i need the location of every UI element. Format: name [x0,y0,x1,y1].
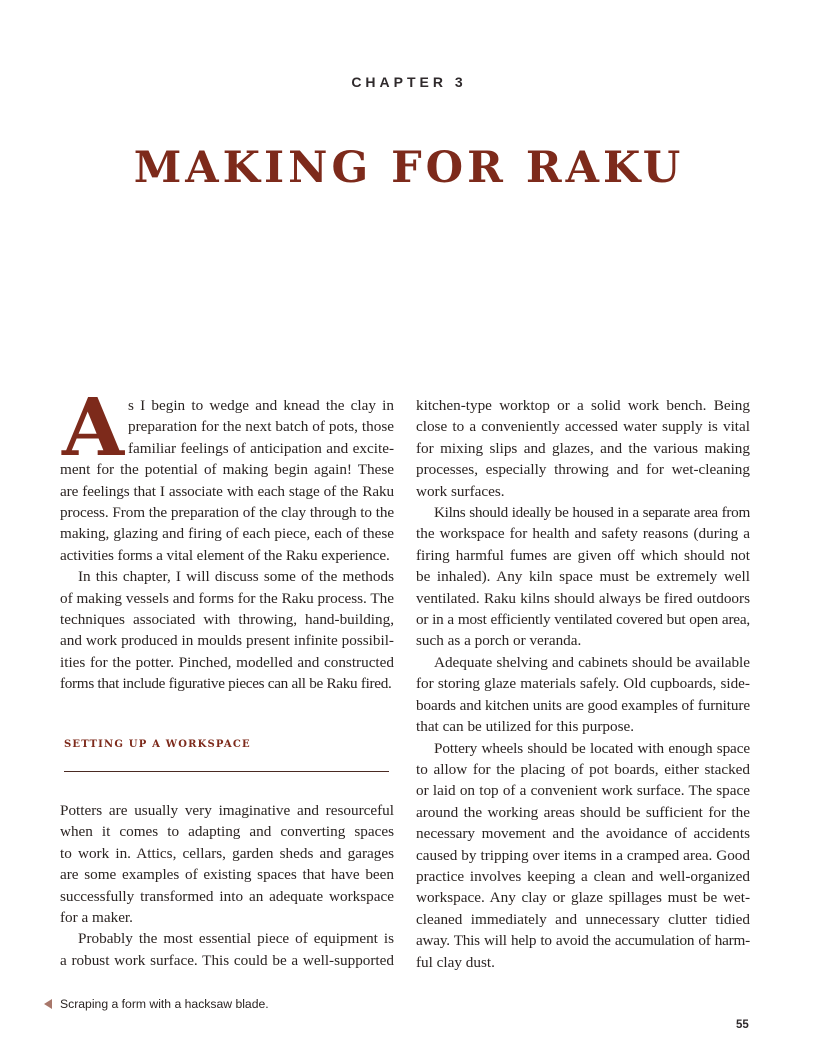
text-line: practice involves keeping a clean and well-organized [416,867,750,885]
page-number: 55 [736,1019,749,1031]
text-line: close to a conveniently accessed water supply is vital [416,418,750,436]
text-line: Adequate shelving and cabinets should be available [434,653,750,671]
text-line: that can be utilized for this purpose. [416,718,635,736]
text-line: familiar feelings of anticipation and excite- [128,439,394,457]
text-line: a robust work surface. This could be a well-supported [60,951,394,969]
text-line: kitchen-type worktop or a solid work bench. Being [416,397,750,414]
text-line: Kilns should ideally be housed in a separate area from [434,504,750,522]
text-line: are feelings that I associate with each stage of the Raku [60,482,394,500]
text-line: for storing glaze materials safely. Old cupboards, side- [416,675,750,693]
text-line: caused by tripping over items in a cramped area. Good [416,846,750,864]
text-line: of making vessels and forms for the Raku process. The [60,589,394,607]
text-line: ities for the potter. Pinched, modelled and constructed [60,653,394,671]
text-line: s I begin to wedge and knead the clay in [128,397,394,414]
right-paragraph-3 [416,652,750,738]
text-line: Pottery wheels should be located with enough space [434,739,750,757]
text-line: Potters are usually very imaginative and resourceful [60,802,394,819]
section-divider [64,771,389,772]
text-line: when it comes to adapting and converting spaces [60,823,394,841]
right-column [416,395,750,973]
right-paragraph-2 [416,502,750,652]
text-line: process. From the preparation of the clay through to the [60,504,394,522]
text-line: around the working areas should be sufficient for the [416,803,750,821]
text-line: activities forms a vital element of the Raku experience. [60,546,390,564]
chapter-label: CHAPTER 3 [351,74,467,90]
drop-cap-a [60,395,126,457]
text-line: processes, especially throwing and for wet-cleaning [416,461,750,479]
text-line: firing harmful fumes are given off which should not [416,546,750,564]
text-line: ful clay dust. [416,953,495,971]
text-line: In this chapter, I will discuss some of the methods [78,568,394,586]
text-line: or laid on top of a convenient work surface. The space [416,782,750,800]
text-line: work surfaces. [416,482,505,500]
text-line: techniques associated with throwing, hand-building, [60,611,394,629]
drop-cap-letter: A [61,395,125,457]
intro-paragraph-1 [60,395,394,566]
chapter-title [0,138,818,198]
intro-column [60,395,394,695]
text-line: forms that include figurative pieces can all be Raku fired. [60,675,392,693]
text-line: to allow for the placing of pot boards, either stacked [416,760,750,778]
text-line: for a maker. [60,909,133,927]
text-line: the workspace for health and safety reasons (during a [416,525,750,543]
text-line: workspace. Any clay or glaze spillages must be wet- [416,889,750,907]
text-line: be inhaled). Any kiln space must be extremely well [416,568,750,586]
text-line: preparation for the next batch of pots, those [128,418,394,436]
caption-text: Scraping a form with a hacksaw blade. [60,997,269,1011]
section-paragraph-1 [60,800,394,928]
text-line: ventilated. Raku kilns should always be fired outdoors [416,589,750,607]
text-line: for mixing slips and glazes, and the various making [416,439,750,457]
text-line: away. This will help to avoid the accumulation of harm- [416,932,750,950]
right-paragraph-1 [416,395,750,502]
text-line: are some examples of existing spaces that have been [60,866,394,884]
text-line: cleaned immediately and unnecessary clutter tidied [416,910,750,928]
text-line: or in a most efficiently ventilated covered but open area, [416,611,750,629]
text-line: boards and kitchen units are good examples of furniture [416,696,750,714]
text-line: and work produced in moulds present infinite possibil- [60,632,394,650]
text-line: successfully transformed into an adequate workspace [60,887,394,905]
intro-paragraph-2 [60,566,394,694]
section-column [60,800,394,971]
section-paragraph-2 [60,928,394,971]
chapter-title-text: MAKING FOR RAKU [133,143,685,193]
text-line: Probably the most essential piece of equipment is [78,930,394,948]
text-line: necessary movement and the avoidance of accidents [416,825,750,843]
text-line: to work in. Attics, cellars, garden sheds and garages [60,844,394,862]
section-heading: SETTING UP A WORKSPACE [64,739,251,750]
text-line: such as a porch or veranda. [416,632,582,650]
figure-caption [44,997,269,1011]
left-triangle-arrow-icon [44,999,52,1009]
text-line: ment for the potential of making begin again! These [60,461,394,479]
text-line: making, glazing and firing of each piece, each of these [60,525,394,543]
right-paragraph-4 [416,738,750,973]
